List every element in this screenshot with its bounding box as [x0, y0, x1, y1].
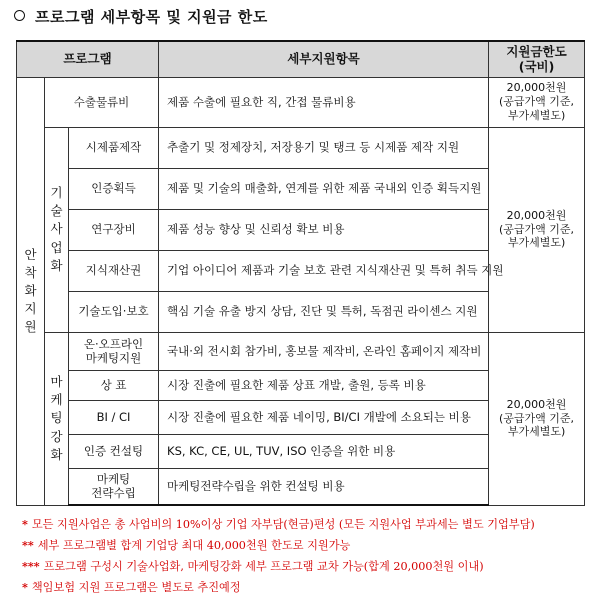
- program-name: 인증획득: [69, 168, 159, 209]
- footnote: ** 세부 프로그램별 합계 기업당 최대 40,000천원 한도로 지원가능: [22, 538, 351, 552]
- program-name: 마케팅 전략수립: [69, 468, 159, 505]
- section-title-text: 프로그램 세부항목 및 지원금 한도: [35, 8, 268, 26]
- footnote: *** 프로그램 구성시 기술사업화, 마케팅강화 세부 프로그램 교차 가능(합계 20,000천원 이내): [22, 559, 484, 573]
- program-name: 상 표: [69, 370, 159, 400]
- limit-cell: 20,000천원 (공급가액 기준, 부가세별도): [489, 127, 585, 332]
- category-label-char: 착: [24, 264, 37, 280]
- limit-cell: 20,000천원 (공급가액 기준, 부가세별도): [489, 332, 585, 505]
- table-row: [17, 77, 585, 127]
- program-desc: 마케팅전략수립을 위한 컨설팅 비용: [159, 468, 489, 505]
- program-desc: 제품 및 기술의 매출화, 연계를 위한 제품 국내외 인증 획득지원: [159, 168, 489, 209]
- category-label-char: 화: [24, 282, 37, 298]
- footnotes: [22, 514, 535, 598]
- program-desc: 제품 수출에 필요한 직, 간접 물류비용: [159, 77, 489, 127]
- group-cell-marketing: [45, 332, 69, 505]
- header-limit: 지원금한도 (국비): [489, 41, 585, 77]
- group-label-char: 강: [50, 428, 63, 444]
- category-label-char: 원: [24, 319, 37, 335]
- section-title: [14, 6, 268, 27]
- header-detail: 세부지원항목: [159, 41, 489, 77]
- group-label-char: 마: [50, 374, 63, 390]
- table-header-row: [17, 41, 585, 77]
- category-label-char: 안: [24, 246, 37, 262]
- program-desc: 시장 진출에 필요한 제품 상표 개발, 출원, 등록 비용: [159, 370, 489, 400]
- program-desc: 기업 아이디어 제품과 기술 보호 관련 지식재산권 및 특허 취득 지원: [159, 250, 489, 291]
- header-program: 프로그램: [17, 41, 159, 77]
- program-desc: 제품 성능 향상 및 신뢰성 확보 비용: [159, 209, 489, 250]
- program-name: 인증 컨설팅: [69, 434, 159, 468]
- program-name: 기술도입·보호: [69, 291, 159, 332]
- table-row: [17, 332, 585, 370]
- program-desc: 국내·외 전시회 참가비, 홍보물 제작비, 온라인 홈페이지 제작비: [159, 332, 489, 370]
- program-name: 연구장비: [69, 209, 159, 250]
- group-label-char: 팅: [50, 410, 63, 426]
- program-table: [16, 40, 585, 506]
- program-name: BI / CI: [69, 400, 159, 434]
- program-name: 수출물류비: [45, 77, 159, 127]
- group-label-char: 기: [50, 185, 63, 201]
- program-desc: 추출기 및 정제장치, 저장용기 및 탱크 등 시제품 제작 지원: [159, 127, 489, 168]
- group-label-char: 사: [50, 221, 63, 237]
- group-label-char: 케: [50, 392, 63, 408]
- category-cell: [17, 77, 45, 505]
- group-cell-tech: [45, 127, 69, 332]
- group-label-char: 화: [50, 257, 63, 273]
- program-desc: KS, KC, CE, UL, TUV, ISO 인증을 위한 비용: [159, 434, 489, 468]
- footnote: * 모든 지원사업은 총 사업비의 10%이상 기업 자부담(현금)편성 (모든 지원사업 부과세는 별도 기업부담): [22, 517, 535, 531]
- program-name: 시제품제작: [69, 127, 159, 168]
- limit-cell: 20,000천원 (공급가액 기준, 부가세별도): [489, 77, 585, 127]
- group-label-char: 화: [50, 446, 63, 462]
- group-label-char: 업: [50, 239, 63, 255]
- category-label-char: 지: [24, 301, 37, 317]
- group-label-char: 술: [50, 203, 63, 219]
- footnote: * 책임보험 지원 프로그램은 별도로 추진예정: [22, 580, 241, 594]
- program-desc: 핵심 기술 유출 방지 상담, 진단 및 특허, 독점권 라이센스 지원: [159, 291, 489, 332]
- program-desc: 시장 진출에 필요한 제품 네이밍, BI/CI 개발에 소요되는 비용: [159, 400, 489, 434]
- program-name: 온·오프라인 마케팅지원: [69, 332, 159, 370]
- table-row: [17, 127, 585, 168]
- program-name: 지식재산권: [69, 250, 159, 291]
- circle-bullet-icon: [14, 10, 25, 21]
